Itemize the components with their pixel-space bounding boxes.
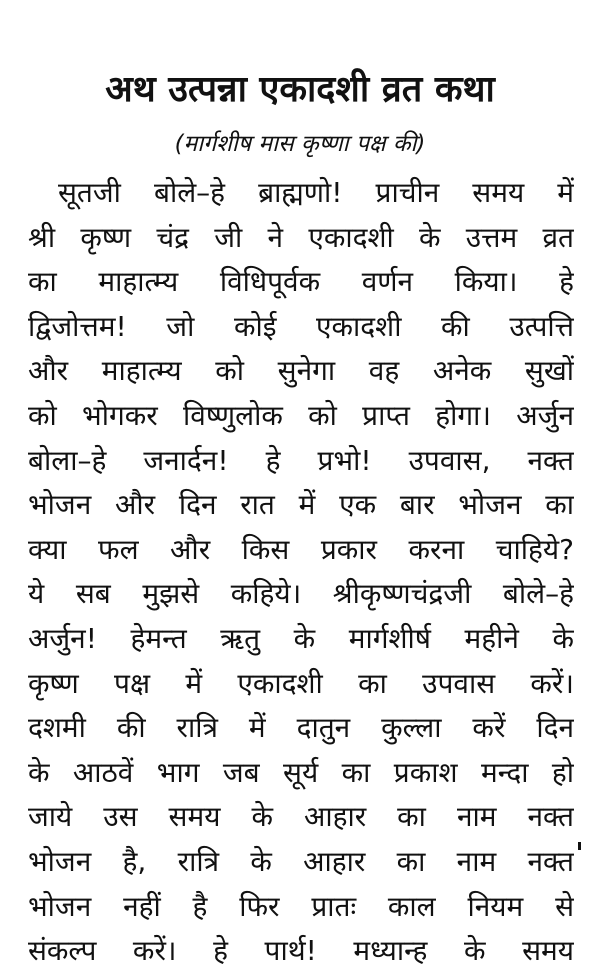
text-line: भोजन नहीं है फिर प्रातः काल नियम से <box>28 889 574 923</box>
text-line: ये सब मुझसे कहिये। श्रीकृष्णचंद्रजी बोले–हे <box>28 577 574 611</box>
text-line: संकल्प करें। हे पार्थ! मध्यान्ह के समय <box>28 934 574 968</box>
text-line: भोजन और दिन रात में एक बार भोजन का <box>28 488 574 522</box>
text-line: भोजन है, रात्रि के आहार का नाम नक्त <box>28 844 574 878</box>
text-line: जाये उस समय के आहार का नाम नक्त <box>28 800 574 834</box>
text-line: का माहात्म्य विधिपूर्वक वर्णन किया। हे <box>28 265 574 299</box>
text-line: श्री कृष्ण चंद्र जी ने एकादशी के उत्तम व्रत <box>28 220 574 254</box>
text-line: सूतजी बोले–हे ब्राह्मणो! प्राचीन समय में <box>58 176 574 209</box>
text-line: द्विजोत्तम! जो कोई एकादशी की उत्पत्ति <box>28 309 574 343</box>
story-body <box>28 171 574 974</box>
text-line: बोला–हे जनार्दन! हे प्रभो! उपवास, नक्त <box>28 443 574 477</box>
text-line: को भोगकर विष्णुलोक को प्राप्त होगा। अर्जुन <box>28 398 574 432</box>
text-line: के आठवें भाग जब सूर्य का प्रकाश मन्दा हो <box>28 755 574 789</box>
ink-speck <box>578 842 581 850</box>
text-line: कृष्ण पक्ष में एकादशी का उपवास करें। <box>28 666 574 700</box>
text-line: क्या फल और किस प्रकार करना चाहिये? <box>28 532 574 566</box>
story-subtitle: (मार्गशीष मास कृष्णा पक्ष की) <box>174 131 426 157</box>
text-line: अर्जुन! हेमन्त ऋतु के मार्गशीर्ष महीने के <box>28 621 574 655</box>
story-title: अथ उत्पन्ना एकादशी व्रत कथा <box>105 69 495 110</box>
text-line: और माहात्म्य को सुनेगा वह अनेक सुखों <box>28 354 574 388</box>
text-line: दशमी की रात्रि में दातुन कुल्ला करें दिन <box>28 711 574 745</box>
